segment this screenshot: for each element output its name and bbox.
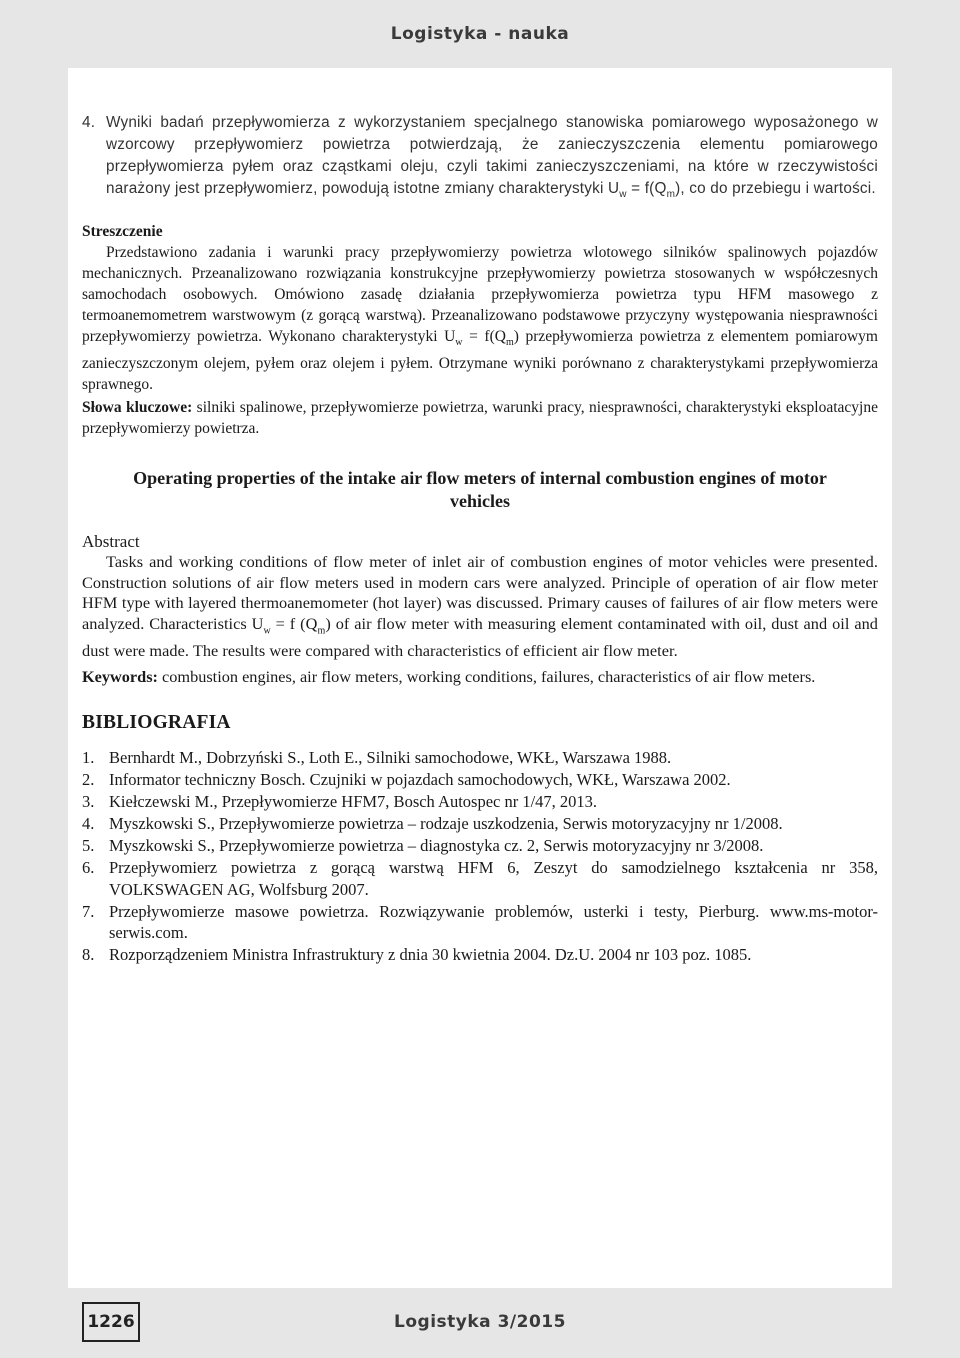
streszczenie-heading: Streszczenie: [82, 223, 163, 241]
streszczenie-text: Przedstawiono zadania i warunki pracy przepływomierzy powietrza wlotowego silników spalinowych pojazdów mechanicznych. Przeanalizowano rozwiązania konstrukcyjne przepływomierzy powietrza stosowanych w współczesnych samochodach osobowych. Omówiono zasadę działania przepływomierza powietrza typu HFM masowego z termoanemometrem warstwowym (z gorącą warstwą). Przeanalizowano podstawowe przyczyny występowania niesprawności przepływomierzy powietrza. Wykonano charakterystyki $U_w = f(Q_m)$ przepływomierza powietrza z elementem pomiarowym zanieczyszczonym olejem, pyłem oraz olejem i pyłem. Otrzymane wyniki porównano z charakterystykami przepływomierza sprawnego.: [82, 244, 878, 394]
keywords-en-text: combustion engines, air flow meters, working conditions, failures, characteristics of air flow meters.: [157, 666, 816, 686]
page-body: [68, 68, 892, 1288]
keywords-pl-label: Słowa kluczowe:: [82, 399, 193, 417]
abstract-heading: Abstract: [82, 532, 140, 552]
keywords-en-label: Keywords:: [82, 666, 158, 686]
abstract-text: Tasks and working conditions of flow meter of inlet air of combustion engines of motor vehicles were presented. Construction solutions of air flow meters used in modern cars were analyzed. Principle of operation of air flow meter HFM type with layered thermoanemometer (hot layer) was discussed. Primary causes of failures of air flow meters were analyzed. Characteristics $U_w = f$ $(Q_m)$ of air flow meter with measuring element contaminated with oil, dust and oil and dust were made. The results were compared with characteristics of efficient air flow meter.: [82, 552, 878, 661]
bibliography-item: 1. Bernhardt M., Dobrzyński S., Loth E., Silniki samochodowe, WKŁ, Warszawa 1988.: [82, 748, 672, 768]
bibliography-item: 2. Informator techniczny Bosch. Czujniki w pojazdach samochodowych, WKŁ, Warszawa 2002.: [82, 770, 731, 790]
conclusion-text: Wyniki badań przepływomierza z wykorzystaniem specjalnego stanowiska pomiarowego wyposażonego w wzorcowy przepływomierz powietrza potwierdzają, że zanieczyszczenia elementu pomiarowego przepływomierza pyłem oraz cząstkami oleju, czyli takimi zanieczyszczeniami, na które w rzeczywistości narażony jest przepływomierz, powodują istotne zmiany charakterystyki $U_w = f(Q_m)$, co do przebiegu i wartości.: [106, 114, 878, 201]
bibliography-item: 7. Przepływomierze masowe powietrza. Rozwiązywanie problemów, usterki i testy, Pierburg. www.ms-motor-serwis.com.: [82, 901, 878, 943]
page-number: 1226: [87, 1312, 135, 1332]
english-title: Operating properties of the intake air flow meters of internal combustion engines of motor vehicles: [133, 468, 827, 512]
bibliography-list: [82, 747, 878, 966]
bibliography-item: 5. Myszkowski S., Przepływomierze powietrza – diagnostyka cz. 2, Serwis motoryzacyjny nr 3/2008.: [82, 836, 764, 856]
running-header-title: Logistyka - nauka: [390, 24, 570, 44]
keywords-en: [82, 666, 878, 688]
keywords-pl: [82, 397, 878, 439]
conclusion-number: 4.: [82, 114, 96, 131]
article-content: [82, 112, 878, 966]
page-header: [0, 0, 960, 68]
bibliography-item: 3. Kiełczewski M., Przepływomierze HFM7, Bosch Autospec nr 1/47, 2013.: [82, 792, 598, 812]
conclusion-item-4: [82, 112, 878, 206]
bibliography-item: 8. Rozporządzeniem Ministra Infrastruktury z dnia 30 kwietnia 2004. Dz.U. 2004 nr 103 poz. 1085.: [82, 945, 752, 965]
footer-journal-title: Logistyka 3/2015: [394, 1312, 566, 1332]
bibliography-heading: BIBLIOGRAFIA: [82, 712, 231, 734]
bibliography-item: 6. Przepływomierz powietrza z gorącą warstwą HFM 6, Zeszyt do samodzielnego kształcenia nr 358, VOLKSWAGEN AG, Wolfsburg 2007.: [82, 858, 878, 899]
bibliography-item: 4. Myszkowski S., Przepływomierze powietrza – rodzaje uszkodzenia, Serwis motoryzacyjny nr 1/2008.: [82, 814, 783, 834]
keywords-pl-text: silniki spalinowe, przepływomierze powietrza, warunki pracy, niesprawności, charakterystyki eksploatacyjne przepływomierzy powietrza.: [82, 399, 878, 438]
